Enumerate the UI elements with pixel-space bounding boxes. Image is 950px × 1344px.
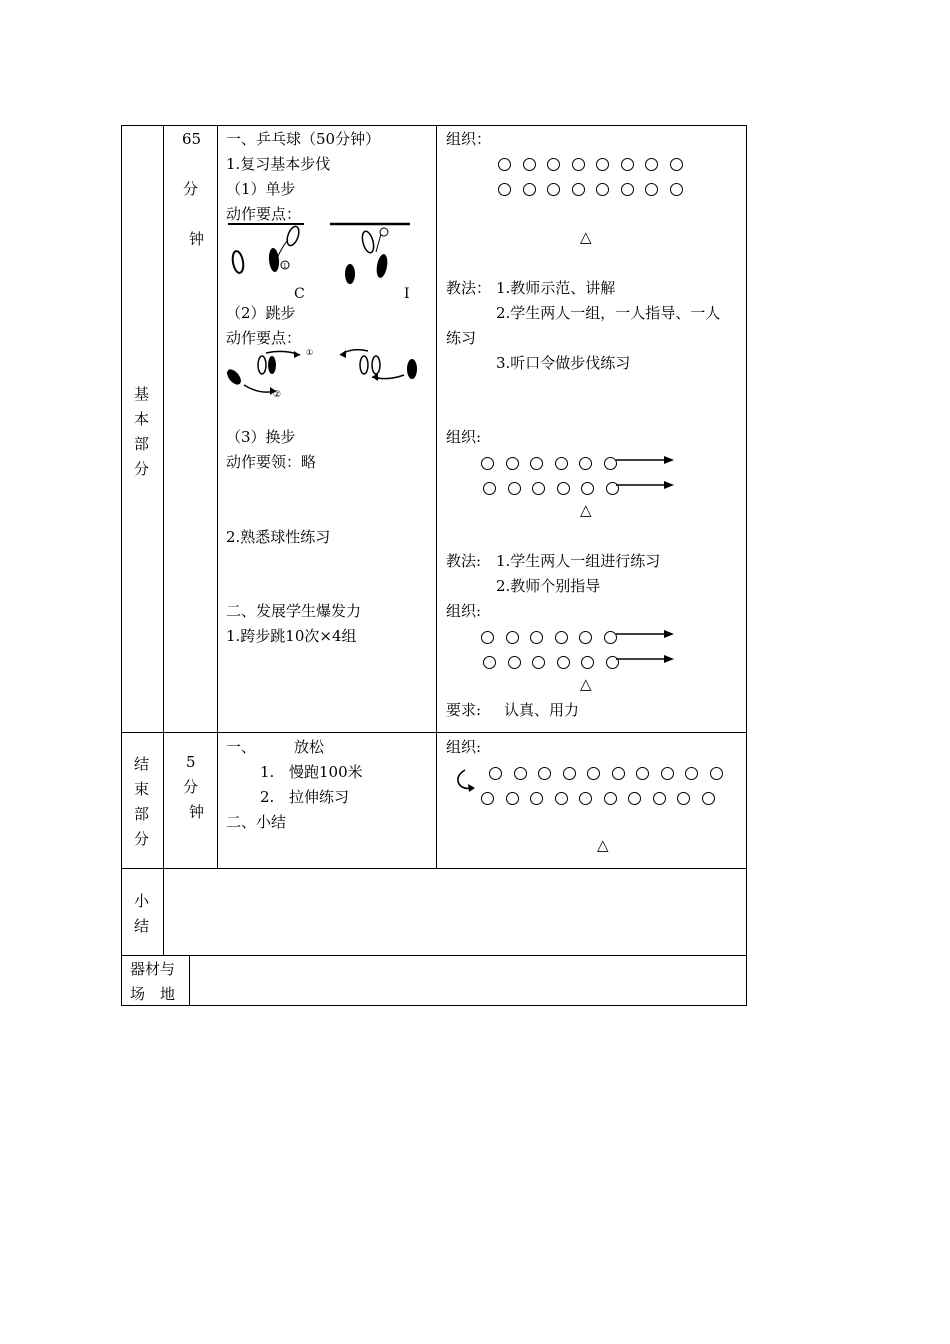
svg-text:1: 1 (283, 263, 287, 270)
requirement-text: 认真、用力 (504, 701, 580, 719)
label-char: 部 (134, 435, 150, 453)
svg-text:①: ① (306, 348, 314, 357)
content-heading: 一、 (226, 738, 257, 756)
movement-arrow (616, 653, 676, 665)
svg-text:②: ② (273, 390, 282, 400)
content-heading: 二、小结 (226, 813, 287, 831)
label-char: 分 (134, 460, 150, 478)
movement-arrow (616, 454, 676, 466)
content-line: （2）跳步 (226, 304, 296, 322)
basic-time-number: 65 (182, 130, 202, 148)
teacher-triangle: △ (597, 836, 609, 854)
ending-time-unit: 分 (183, 778, 199, 796)
label-char: 束 (134, 780, 150, 798)
org-label: 组织： (446, 130, 492, 148)
student-formation-row (483, 478, 630, 496)
content-heading-text: 放松 (294, 738, 325, 756)
content-line: 拉伸练习 (289, 788, 350, 806)
label-char: 部 (134, 805, 150, 823)
ending-time-number: 5 (186, 753, 196, 771)
label-char: 分 (134, 830, 150, 848)
teacher-triangle: △ (580, 501, 592, 519)
single-step-footprint-diagram (226, 222, 412, 300)
label-char: 本 (134, 410, 150, 428)
method-item: 1.学生两人一组进行练习 (496, 552, 661, 570)
student-formation-row (498, 179, 694, 197)
movement-arrow (616, 628, 676, 640)
method-item: 练习 (446, 329, 477, 347)
student-formation-row (481, 627, 628, 645)
org-label: 组织: (446, 738, 482, 756)
content-line: 动作要领：略 (226, 453, 317, 471)
movement-arrow (616, 479, 676, 491)
content-line: 1.跨步跳10次×4组 (226, 627, 357, 645)
equipment-label: 场 地 (130, 985, 176, 1003)
svg-text:C: C (294, 286, 305, 302)
content-line: 慢跑100米 (289, 763, 363, 781)
student-formation-row (481, 453, 628, 471)
content-line: 动作要点： (226, 205, 302, 223)
equipment-content (190, 956, 746, 1005)
ending-section-label (134, 752, 149, 852)
list-number: 1. (260, 763, 275, 781)
basic-time-unit: 分 (183, 180, 199, 198)
method-item: 2.教师个别指导 (496, 577, 601, 595)
student-formation-row (498, 154, 694, 172)
label-char: 小 (134, 892, 150, 910)
summary-content (164, 869, 746, 955)
org-label: 组织: (446, 428, 482, 446)
content-heading: 二、发展学生爆发力 (226, 602, 362, 620)
content-heading: 一、乒乓球（50分钟） (226, 130, 381, 148)
student-formation-row (483, 652, 630, 670)
method-item: 3.听口令做步伐练习 (496, 354, 631, 372)
content-line: （1）单步 (226, 180, 296, 198)
student-formation-row (481, 788, 726, 806)
label-char: 基 (134, 385, 150, 403)
teacher-triangle: △ (580, 675, 592, 693)
teacher-triangle: △ (580, 228, 592, 246)
method-item: 2.学生两人一组，一人指导、一人 (496, 304, 721, 322)
requirement-label: 要求: (446, 701, 482, 719)
content-line: 动作要点： (226, 329, 302, 347)
svg-text:I: I (404, 286, 410, 302)
student-formation-row (489, 763, 734, 781)
method-label: 教法： (446, 279, 492, 297)
label-char: 结 (134, 917, 150, 935)
ending-time-unit: 钟 (189, 803, 205, 821)
equipment-label: 器材与 (130, 960, 176, 978)
content-line: 1.复习基本步伐 (226, 155, 331, 173)
org-label: 组织: (446, 602, 482, 620)
jump-step-footprint-diagram (226, 345, 434, 405)
label-char: 结 (134, 755, 150, 773)
content-line: 2.熟悉球性练习 (226, 528, 331, 546)
basic-section-label (134, 382, 149, 482)
method-item: 1.教师示范、讲解 (496, 279, 616, 297)
method-label: 教法: (446, 552, 482, 570)
loop-arrow-icon (455, 768, 477, 794)
content-line: （3）换步 (226, 428, 296, 446)
summary-label (134, 889, 149, 939)
basic-time-unit: 钟 (189, 230, 205, 248)
list-number: 2. (260, 788, 275, 806)
